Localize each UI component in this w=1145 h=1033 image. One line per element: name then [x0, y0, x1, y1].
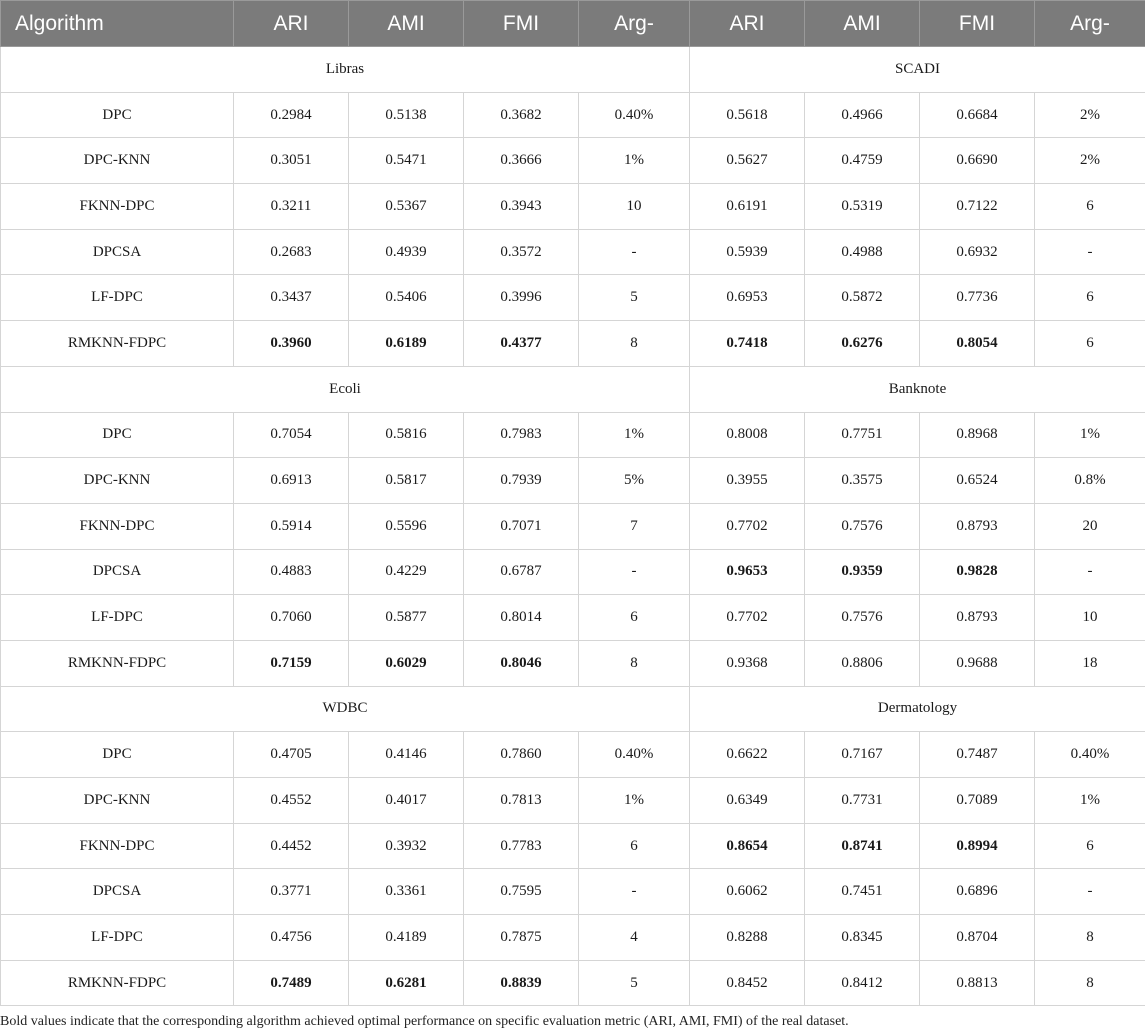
metric-cell: 0.3572 — [464, 229, 579, 275]
metric-cell: 0.6684 — [920, 92, 1035, 138]
metric-cell: 0.6953 — [690, 275, 805, 321]
metric-cell: 0.4017 — [349, 778, 464, 824]
metric-cell: 0.8793 — [920, 503, 1035, 549]
metric-cell: 0.7595 — [464, 869, 579, 915]
metric-cell: 1% — [579, 138, 690, 184]
metric-cell: 0.8008 — [690, 412, 805, 458]
table-row — [1, 229, 1145, 275]
dataset-name-left: Ecoli — [1, 366, 690, 412]
metric-cell: 6 — [579, 823, 690, 869]
metric-cell: 0.7576 — [805, 503, 920, 549]
metric-cell: 0.7167 — [805, 732, 920, 778]
metric-cell: 0.4759 — [805, 138, 920, 184]
metric-cell: 0.3211 — [234, 184, 349, 230]
metric-cell: 6 — [1035, 275, 1145, 321]
metric-cell: 0.5138 — [349, 92, 464, 138]
table-row — [1, 595, 1145, 641]
algorithm-name: DPC — [1, 412, 234, 458]
metric-cell: 0.7751 — [805, 412, 920, 458]
metric-cell: 0.7071 — [464, 503, 579, 549]
metric-cell: 0.8806 — [805, 640, 920, 686]
dataset-name-right: Banknote — [690, 366, 1145, 412]
metric-cell: 0.6189 — [349, 321, 464, 367]
metric-cell: 0.2683 — [234, 229, 349, 275]
table-footnote: Bold values indicate that the corresponding algorithm achieved optimal performance on specific evaluation metric (ARI, AMI, FMI) of the real dataset. — [0, 1014, 849, 1029]
table-row — [1, 823, 1145, 869]
metric-cell: 0.4146 — [349, 732, 464, 778]
metric-cell: 0.6787 — [464, 549, 579, 595]
metric-cell: 0.6896 — [920, 869, 1035, 915]
metric-cell: 0.8793 — [920, 595, 1035, 641]
metric-cell: 10 — [1035, 595, 1145, 641]
metric-cell: 0.6191 — [690, 184, 805, 230]
metric-cell: - — [1035, 549, 1145, 595]
metric-cell: 0.8345 — [805, 915, 920, 961]
metric-cell: 0.8054 — [920, 321, 1035, 367]
metric-cell: 0.7875 — [464, 915, 579, 961]
metric-cell: 0.5627 — [690, 138, 805, 184]
metric-cell: 0.2984 — [234, 92, 349, 138]
table-row — [1, 458, 1145, 504]
metric-cell: 0.40% — [1035, 732, 1145, 778]
algorithm-name: DPCSA — [1, 869, 234, 915]
metric-cell: 1% — [1035, 778, 1145, 824]
table-row — [1, 412, 1145, 458]
table-row — [1, 869, 1145, 915]
table-row — [1, 184, 1145, 230]
metric-cell: 0.8839 — [464, 960, 579, 1006]
metric-cell: 8 — [1035, 915, 1145, 961]
table-body — [1, 47, 1145, 1006]
algorithm-name: DPC — [1, 732, 234, 778]
metric-cell: 0.3932 — [349, 823, 464, 869]
metric-cell: 1% — [579, 412, 690, 458]
metric-cell: 6 — [579, 595, 690, 641]
metric-cell: 0.7783 — [464, 823, 579, 869]
algorithm-name: LF-DPC — [1, 595, 234, 641]
metric-cell: 6 — [1035, 321, 1145, 367]
metric-cell: - — [579, 549, 690, 595]
metric-cell: 0.9359 — [805, 549, 920, 595]
metric-cell: 0.8654 — [690, 823, 805, 869]
metric-cell: 0.3996 — [464, 275, 579, 321]
metric-cell: 0.4988 — [805, 229, 920, 275]
metric-cell: 0.8741 — [805, 823, 920, 869]
metric-cell: 5% — [579, 458, 690, 504]
metric-cell: 0.6524 — [920, 458, 1035, 504]
header-fmi-left: FMI — [464, 1, 579, 47]
metric-cell: - — [1035, 229, 1145, 275]
dataset-name-right: SCADI — [690, 47, 1145, 93]
metric-cell: - — [579, 229, 690, 275]
metric-cell: 0.5816 — [349, 412, 464, 458]
metric-cell: 0.3682 — [464, 92, 579, 138]
metric-cell: 0.6913 — [234, 458, 349, 504]
metric-cell: 0.5406 — [349, 275, 464, 321]
metric-cell: 0.3943 — [464, 184, 579, 230]
metric-cell: 0.40% — [579, 92, 690, 138]
metric-cell: 0.6281 — [349, 960, 464, 1006]
metric-cell: - — [1035, 869, 1145, 915]
metric-cell: 0.5596 — [349, 503, 464, 549]
metric-cell: 0.6029 — [349, 640, 464, 686]
metric-cell: 0.9368 — [690, 640, 805, 686]
header-ami-right: AMI — [805, 1, 920, 47]
metric-cell: 8 — [579, 640, 690, 686]
table-row — [1, 549, 1145, 595]
header-ari-left: ARI — [234, 1, 349, 47]
metric-cell: 0.5817 — [349, 458, 464, 504]
metric-cell: 0.6932 — [920, 229, 1035, 275]
algorithm-name: DPC-KNN — [1, 138, 234, 184]
dataset-group-row — [1, 366, 1145, 412]
metric-cell: 1% — [1035, 412, 1145, 458]
metric-cell: 0.4939 — [349, 229, 464, 275]
metric-cell: 0.9688 — [920, 640, 1035, 686]
dataset-name-right: Dermatology — [690, 686, 1145, 732]
metric-cell: 0.5939 — [690, 229, 805, 275]
table-row — [1, 503, 1145, 549]
metric-cell: 0.4189 — [349, 915, 464, 961]
algorithm-name: RMKNN-FDPC — [1, 960, 234, 1006]
metric-cell: 0.7487 — [920, 732, 1035, 778]
metric-cell: 0.5914 — [234, 503, 349, 549]
metric-cell: 5 — [579, 960, 690, 1006]
header-ami-left: AMI — [349, 1, 464, 47]
metric-cell: 0.7702 — [690, 503, 805, 549]
metric-cell: 0.8968 — [920, 412, 1035, 458]
table-row — [1, 321, 1145, 367]
metric-cell: 18 — [1035, 640, 1145, 686]
dataset-group-row — [1, 47, 1145, 93]
metric-cell: 4 — [579, 915, 690, 961]
algorithm-name: RMKNN-FDPC — [1, 321, 234, 367]
metric-cell: 20 — [1035, 503, 1145, 549]
metric-cell: 0.4966 — [805, 92, 920, 138]
algorithm-name: FKNN-DPC — [1, 184, 234, 230]
metric-cell: 0.6690 — [920, 138, 1035, 184]
metric-cell: 0.7451 — [805, 869, 920, 915]
metric-cell: 8 — [579, 321, 690, 367]
metric-cell: 0.7813 — [464, 778, 579, 824]
metric-cell: 0.7860 — [464, 732, 579, 778]
metric-cell: 0.3437 — [234, 275, 349, 321]
algorithm-name: DPC-KNN — [1, 458, 234, 504]
table-row — [1, 640, 1145, 686]
metric-cell: 0.4377 — [464, 321, 579, 367]
table-row — [1, 275, 1145, 321]
table-row — [1, 915, 1145, 961]
table-row — [1, 960, 1145, 1006]
metric-cell: 10 — [579, 184, 690, 230]
algorithm-name: FKNN-DPC — [1, 503, 234, 549]
metric-cell: 0.7054 — [234, 412, 349, 458]
dataset-group-row — [1, 686, 1145, 732]
metric-cell: 0.8813 — [920, 960, 1035, 1006]
metric-cell: 6 — [1035, 823, 1145, 869]
dataset-name-left: Libras — [1, 47, 690, 93]
metric-cell: 1% — [579, 778, 690, 824]
table-row — [1, 778, 1145, 824]
metric-cell: 2% — [1035, 138, 1145, 184]
header-algorithm: Algorithm — [1, 1, 234, 47]
metric-cell: 0.3955 — [690, 458, 805, 504]
metric-cell: 0.8046 — [464, 640, 579, 686]
metric-cell: 0.5877 — [349, 595, 464, 641]
table-row — [1, 92, 1145, 138]
metric-cell: 7 — [579, 503, 690, 549]
algorithm-name: RMKNN-FDPC — [1, 640, 234, 686]
metric-cell: - — [579, 869, 690, 915]
dataset-name-left: WDBC — [1, 686, 690, 732]
metric-cell: 2% — [1035, 92, 1145, 138]
metric-cell: 0.3361 — [349, 869, 464, 915]
metric-cell: 0.8014 — [464, 595, 579, 641]
metric-cell: 0.7489 — [234, 960, 349, 1006]
algorithm-name: DPCSA — [1, 229, 234, 275]
metric-cell: 0.3575 — [805, 458, 920, 504]
header-arg-right: Arg- — [1035, 1, 1145, 47]
metric-cell: 0.7089 — [920, 778, 1035, 824]
metric-cell: 0.9828 — [920, 549, 1035, 595]
metric-cell: 0.4452 — [234, 823, 349, 869]
metric-cell: 0.4883 — [234, 549, 349, 595]
metric-cell: 0.4705 — [234, 732, 349, 778]
metric-cell: 0.7060 — [234, 595, 349, 641]
metric-cell: 0.8994 — [920, 823, 1035, 869]
table-row — [1, 732, 1145, 778]
metric-cell: 0.9653 — [690, 549, 805, 595]
metric-cell: 0.4552 — [234, 778, 349, 824]
table-header — [1, 1, 1145, 47]
metric-cell: 0.5471 — [349, 138, 464, 184]
metric-cell: 0.8% — [1035, 458, 1145, 504]
algorithm-name: DPC-KNN — [1, 778, 234, 824]
header-fmi-right: FMI — [920, 1, 1035, 47]
metric-cell: 0.8452 — [690, 960, 805, 1006]
metric-cell: 0.7939 — [464, 458, 579, 504]
algorithm-name: DPCSA — [1, 549, 234, 595]
metric-cell: 0.6276 — [805, 321, 920, 367]
metric-cell: 0.5872 — [805, 275, 920, 321]
metric-cell: 0.7731 — [805, 778, 920, 824]
metric-cell: 0.3666 — [464, 138, 579, 184]
metric-cell: 0.7702 — [690, 595, 805, 641]
algorithm-name: LF-DPC — [1, 915, 234, 961]
metric-cell: 0.4229 — [349, 549, 464, 595]
metric-cell: 8 — [1035, 960, 1145, 1006]
header-ari-right: ARI — [690, 1, 805, 47]
metric-cell: 0.7418 — [690, 321, 805, 367]
header-arg-left: Arg- — [579, 1, 690, 47]
algorithm-name: FKNN-DPC — [1, 823, 234, 869]
metric-cell: 6 — [1035, 184, 1145, 230]
metric-cell: 0.7576 — [805, 595, 920, 641]
metric-cell: 0.5319 — [805, 184, 920, 230]
algorithm-name: LF-DPC — [1, 275, 234, 321]
metric-cell: 0.3051 — [234, 138, 349, 184]
metric-cell: 0.6062 — [690, 869, 805, 915]
metric-cell: 0.8704 — [920, 915, 1035, 961]
metric-cell: 0.4756 — [234, 915, 349, 961]
metric-cell: 0.6622 — [690, 732, 805, 778]
metric-cell: 0.6349 — [690, 778, 805, 824]
metric-cell: 0.7122 — [920, 184, 1035, 230]
metric-cell: 0.8412 — [805, 960, 920, 1006]
metric-cell: 0.40% — [579, 732, 690, 778]
metric-cell: 0.5367 — [349, 184, 464, 230]
header-row — [1, 1, 1145, 47]
metric-cell: 0.3771 — [234, 869, 349, 915]
metric-cell: 0.8288 — [690, 915, 805, 961]
table-row — [1, 138, 1145, 184]
algorithm-name: DPC — [1, 92, 234, 138]
metric-cell: 0.5618 — [690, 92, 805, 138]
metric-cell: 0.7983 — [464, 412, 579, 458]
metric-cell: 0.7159 — [234, 640, 349, 686]
metric-cell: 0.7736 — [920, 275, 1035, 321]
metric-cell: 5 — [579, 275, 690, 321]
metric-cell: 0.3960 — [234, 321, 349, 367]
